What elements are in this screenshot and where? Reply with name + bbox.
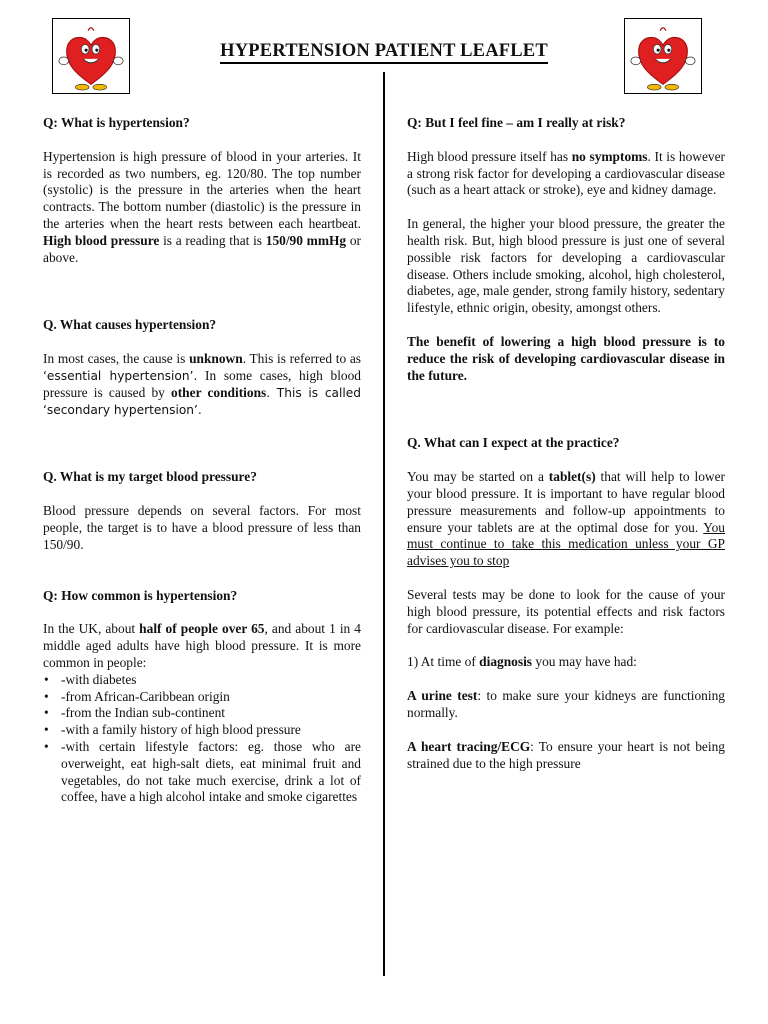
paragraph: Hypertension is high pressure of blood in your arteries. It is recorded as two numbers, eg. 120/80. The top number (systolic) is the pressure in the arteries when the heart contracts. The bottom number (diastolic) is the pressure in the arteries when the heart rests between each heartbeat. High blood pressure is a reading that is 150/90 mmHg or above. — [43, 148, 361, 265]
risk-group-list — [43, 672, 361, 806]
paragraph: In the UK, about half of people over 65, and about 1 in 4 middle aged adults have high blood pressure. It is more common in people: — [43, 621, 361, 670]
heart-mascot-icon — [625, 19, 701, 93]
question-heading: Q. What is my target blood pressure? — [43, 469, 257, 485]
paragraph: You may be started on a tablet(s) that will help to lower your blood pressure. It is important to have regular blood pressure measurements and follow-up appointments to ensure your tablets are at the optimal dose for you. You must continue to take this medication unless your GP advises you to stop — [407, 469, 725, 569]
test-item-ecg: A heart tracing/ECG: To ensure your heart is not being strained due to the high pressure — [407, 738, 725, 771]
question-heading: Q: But I feel fine – am I really at risk? — [407, 115, 626, 130]
question-heading: Q: What is hypertension? — [43, 115, 190, 130]
test-item-urine: A urine test: to make sure your kidneys are functioning normally. — [407, 688, 725, 720]
list-item: • -with diabetes — [43, 672, 361, 689]
list-item: • -with certain lifestyle factors: eg. those who are overweight, eat high-salt diets, eat minimal fruit and vegetables, do not take much exercise, drink a lot of coffee, have a high alcohol intake and smoke cigarettes — [43, 739, 361, 806]
list-item: • -from the Indian sub-continent — [43, 705, 361, 722]
paragraph: Blood pressure depends on several factors. For most people, the target is to have a blood pressure of less than 150/90. — [43, 503, 361, 552]
question-heading: Q. What can I expect at the practice? — [407, 435, 620, 451]
benefit-statement: The benefit of lowering a high blood pressure is to reduce the risk of developing cardiovascular disease in the future. — [407, 333, 725, 383]
right-column — [407, 115, 725, 772]
list-item: • -with a family history of high blood pressure — [43, 722, 361, 739]
page-title: HYPERTENSION PATIENT LEAFLET — [200, 40, 568, 62]
left-column — [43, 115, 361, 806]
paragraph: Several tests may be done to look for the cause of your high blood pressure, its potential effects and risk factors for cardiovascular disease. For example: — [407, 586, 725, 636]
heart-mascot-icon — [53, 19, 129, 93]
paragraph: In general, the higher your blood pressure, the greater the health risk. But, high blood pressure is just one of several possible risk factors for developing a cardiovascular disease. Others include smoking, alcohol, high cholesterol, diabetes, age, male gender, strong family history, sedentary lifestyle, ethnic origin, obesity, amongst others. — [407, 216, 725, 316]
heart-mascot-logo-left — [52, 18, 130, 94]
paragraph: 1) At time of diagnosis you may have had: — [407, 654, 637, 670]
paragraph: High blood pressure itself has no symptoms. It is however a strong risk factor for developing a cardiovascular disease (such as a heart attack or stroke), eye and kidney damage. — [407, 148, 725, 198]
question-heading: Q: How common is hypertension? — [43, 587, 238, 603]
heart-mascot-logo-right — [624, 18, 702, 94]
question-heading: Q. What causes hypertension? — [43, 317, 217, 333]
list-item: • -from African-Caribbean origin — [43, 689, 361, 706]
column-divider — [383, 72, 385, 976]
paragraph: In most cases, the cause is unknown. This is referred to as ‘essential hypertension’. In some cases, high blood pressure is caused by other conditions. This is called ‘secondary hypertension’. — [43, 351, 361, 417]
